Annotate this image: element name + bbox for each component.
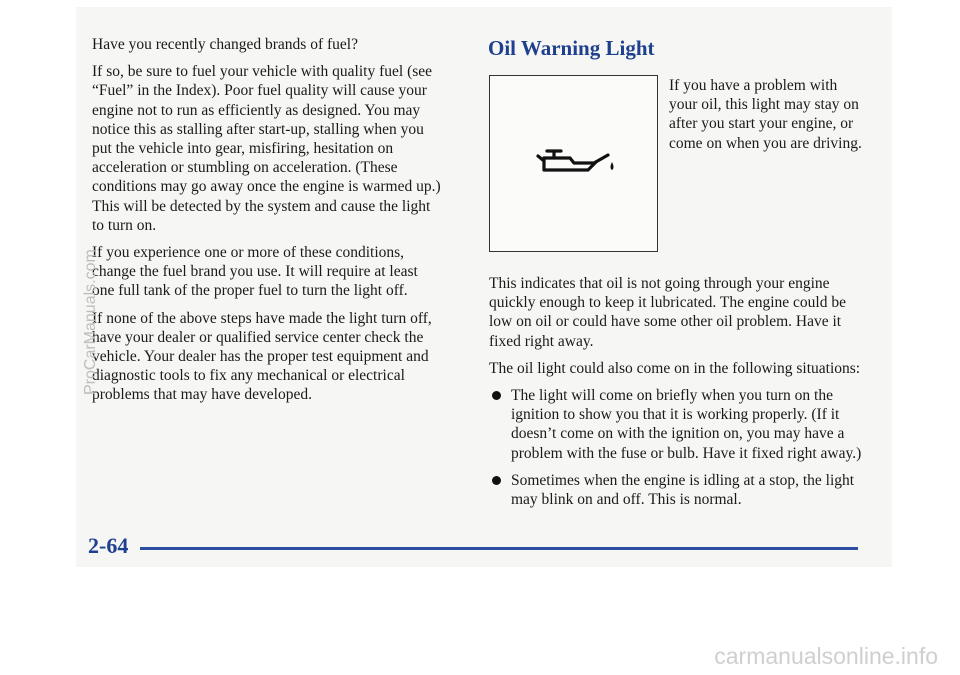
section-heading: Oil Warning Light <box>488 36 655 60</box>
situations-list <box>489 386 865 509</box>
footer-rule <box>140 547 858 550</box>
change-fuel-paragraph: If you experience one or more of these conditions, change the fuel brand you use. It will require at least one full tank of the proper fuel to turn the light off. <box>92 244 418 300</box>
side-watermark-text: ProCarManuals.com <box>82 249 99 395</box>
situations-intro: The oil light could also come on in the following situations: <box>489 359 861 377</box>
right-column <box>489 274 865 517</box>
list-item <box>489 471 865 509</box>
dealer-paragraph: If none of the above steps have made the light turn off, have your dealer or qualified service center check the vehicle. Your dealer has the proper test equipment and diagnostic tools to fix any mechanical or electrical problems that may have developed. <box>92 309 432 404</box>
list-item <box>489 386 865 463</box>
fuel-quality-paragraph: If so, be sure to fuel your vehicle with quality fuel (see “Fuel” in the Index). Poor fuel quality will cause your engine not to run as efficiently as designed. You may notice this as stalling after start-up, stalling when you put the vehicle into gear, misfiring, hesitation on acceleration or stumbling on acceleration. (These conditions may go away once the engine is warmed up.) This will be detected by the system and cause the light to turn on. <box>92 63 441 234</box>
bullet-icon <box>492 476 501 485</box>
bottom-watermark: carmanualsonline.info <box>714 643 938 669</box>
list-item-text: Sometimes when the engine is idling at a stop, the light may blink on and off. This is normal. <box>511 471 855 509</box>
oil-warning-illustration <box>489 75 658 252</box>
bullet-icon <box>492 391 501 400</box>
page-number: 2-64 <box>88 533 129 558</box>
left-column <box>92 35 442 413</box>
lubrication-paragraph: This indicates that oil is not going through your engine quickly enough to keep it lubricated. The engine could be low on oil or could have some other oil problem. Have it fixed right away. <box>489 275 846 350</box>
side-watermark <box>82 195 102 395</box>
oil-can-icon <box>530 144 620 184</box>
list-item-text: The light will come on briefly when you turn on the ignition to show you that it is working properly. (If it doesn’t come on with the ignition on, you may have a problem with the fuse or bulb. Have it fixed right away.) <box>511 387 862 462</box>
oil-light-intro: If you have a problem with your oil, this light may stay on after you start your engine, or come on when you are driving. <box>669 77 862 152</box>
fuel-question: Have you recently changed brands of fuel? <box>92 36 358 53</box>
